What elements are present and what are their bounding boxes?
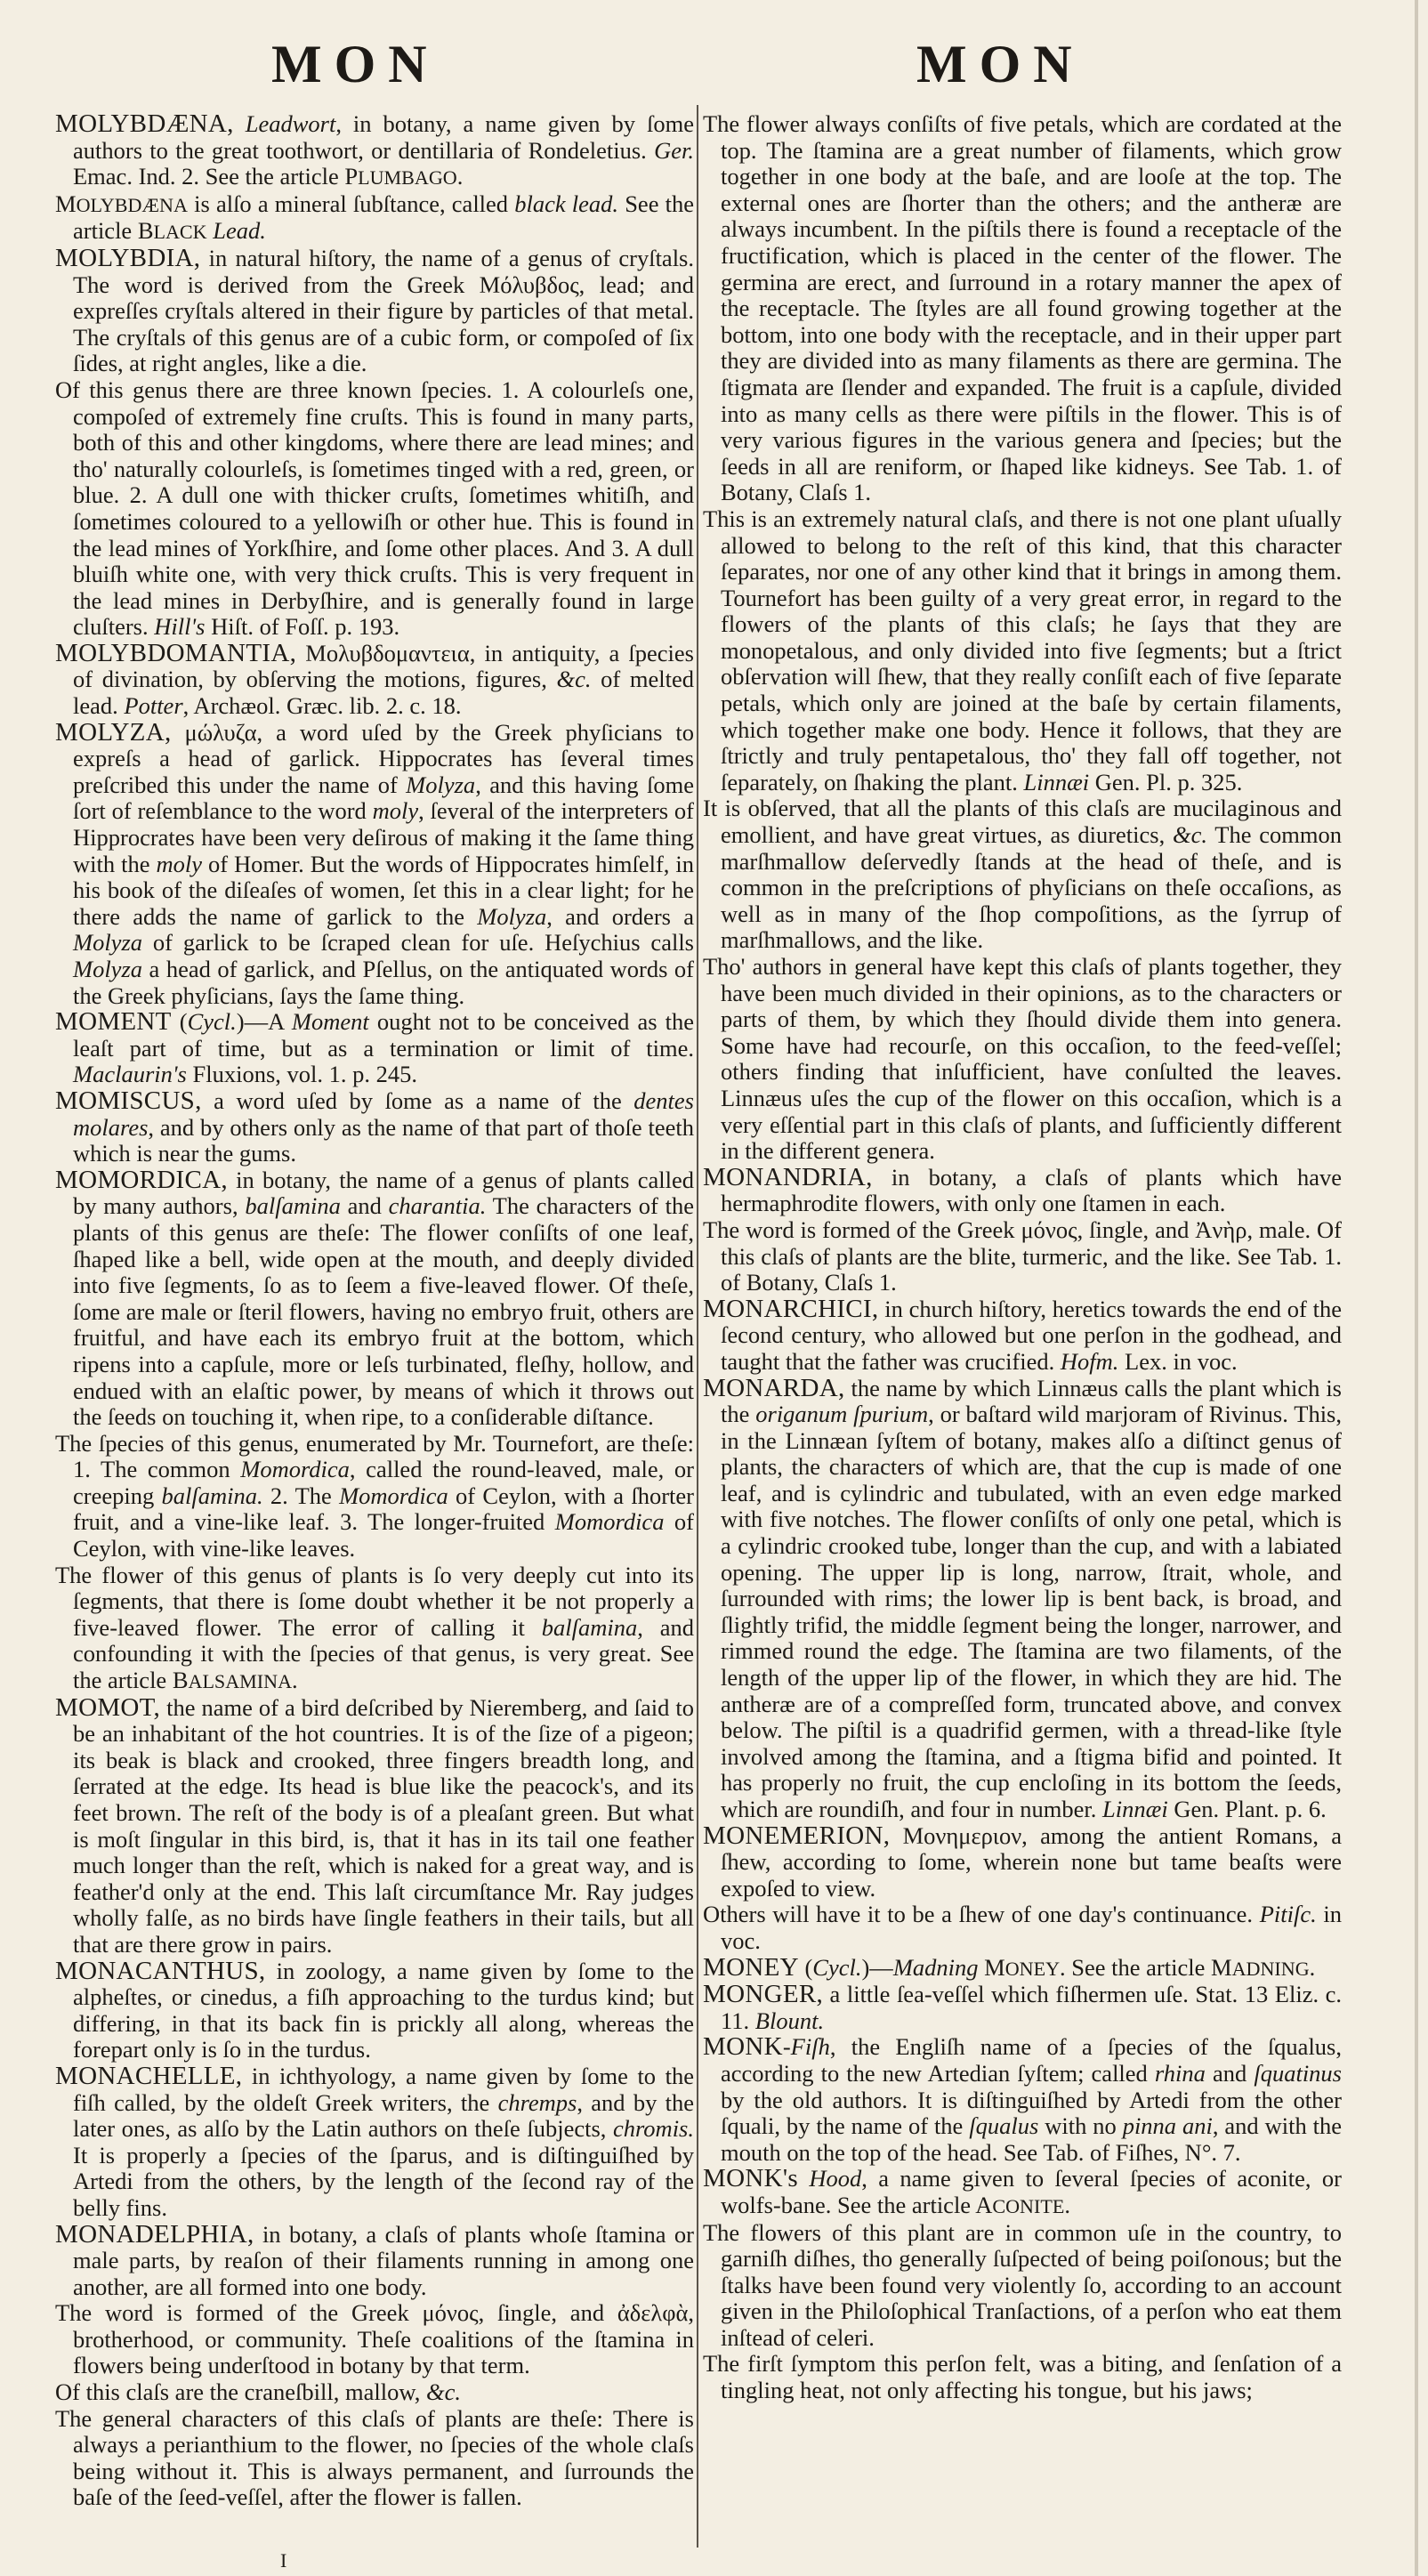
entry-paragraph: MONK-Fiſh, the Engliſh name of a ſpecies of the ſqualus, according to the new Artedian ſyſtem; called rhina and ſquatinus by the old authors. It is diſtinguiſhed by Artedi from the other ſquali, by the name of the ſqualus with no pinna ani, and with the mouth on the top of the head. See Tab. of Fiſhes, N°. 7. bbox=[703, 2032, 1342, 2166]
entry-paragraph: The general characters of this claſs of plants are theſe: There is always a perianthium to the flower, no ſpecies of the whole claſs being without it. This is always permanent, and ſurrounds the baſe of the ſeed-veſſel, after the flower is fallen. bbox=[55, 2404, 694, 2511]
column-divider bbox=[697, 105, 698, 2548]
entry-paragraph: The firſt ſymptom this perſon felt, was a biting, and ſenſation of a tingling heat, not only affecting his tongue, but his jaws; bbox=[703, 2350, 1342, 2404]
entry-paragraph: Of this genus there are three known ſpecies. 1. A colourleſs one, compoſed of extremely fine cruſts. This is found in many parts, both of this and other kingdoms, where there are lead mines; and tho' naturally colourleſs, is ſometimes tinged with a red, green, or blue. 2. A dull one with thicker cruſts, ſometimes whitiſh, and ſometimes coloured to a yellowiſh or other hue. This is found in the lead mines of Yorkſhire, and ſome other places. And 3. A dull bluiſh white one, with very thick cruſts. This is very frequent in the lead mines in Derbyſhire, and is generally found in large cluſters. Hill's Hiſt. of Foſſ. p. 193. bbox=[55, 375, 694, 641]
entry-paragraph: MONACHELLE, in ichthyology, a name given by ſome to the fiſh called, by the oldeſt Greek writers, the chremps, and by the later ones, as alſo by the Latin authors on theſe ſubjects, chromis. It is properly a ſpecies of the ſparus, and is diſtinguiſhed by Artedi from the others, by the length of the ſecond ray of the belly fins. bbox=[55, 2061, 695, 2221]
running-head-right: MON bbox=[916, 35, 1085, 93]
entry-paragraph: MONACANTHUS, in zoology, a name given by ſome to the alpheſtes, or cinedus, a fiſh approaching to the turdus kind; but differing, in that its back fin is prickly all along, whereas the forepart only is ſo in the turdus. bbox=[55, 1956, 694, 2063]
entry-paragraph: The flower of this genus of plants is ſo very deeply cut into its ſegments, that there is ſome doubt whether it be not properly a five-leaved flower. The error of calling it balſamina, and confounding it with the ſpecies of that genus, is very great. See the article BALSAMINA. bbox=[55, 1561, 694, 1694]
entry-paragraph: MOMISCUS, a word uſed by ſome as a name of the dentes molares, and by others only as the name of that part of thoſe teeth which is near the gums. bbox=[55, 1086, 694, 1167]
entry-paragraph: Tho' authors in general have kept this claſs of plants together, they have been much divided in their opinions, as to the characters or parts of them, by which they ſhould divide them into genera. Some have had recourſe, on this occaſion, to the feed-veſſel; others finding that inſufficient, have conſulted the leaves. Linnæus uſes the cup of the flower on this occaſion, which is a very eſſential part in this claſs of plants, and ſufficiently different in the different genera. bbox=[703, 953, 1342, 1165]
entry-paragraph: MOMENT (Cycl.)—A Moment ought not to be conceived as the leaſt part of time, but as a termination or limit of time. Maclaurin's Fluxions, vol. 1. p. 245. bbox=[55, 1007, 695, 1088]
entry-paragraph: MONANDRIA, in botany, a claſs of plants which have hermaphrodite flowers, with only one ſtamen in each. bbox=[703, 1162, 1342, 1217]
entry-paragraph: MONARDA, the name by which Linnæus calls the plant which is the origanum ſpurium, or baſtard wild marjoram of Rivinus. This, in the Linnæan ſyſtem of botany, makes alſo a diſtinct genus of plants, the characters of which are, that the cup is made of one leaf, and is cylindric and tubulated, with an even edge marked with five notches. The flower conſiſts of only one petal, which is a cylindric crooked tube, longer than the cup, and with a labiated opening. The upper lip is long, narrow, ſtrait, whole, and ſurrounded with rims; the lower lip is bent back, is broad, and ſlightly trifid, the middle ſegment being the longer, narrower, and rimmed round the edge. The ſtamina are two filaments, of the length of the upper lip of the flower, in which they are hid. The antheræ are of a compreſſed form, truncated above, and convex below. The piſtil is a quadrifid germen, with a thread-like ſtyle involved among the ſtamina, and a ſtigma bifid and pointed. It has properly no fruit, the cup encloſing in its bottom the ſeeds, which are roundiſh, and four in number. Linnæi Gen. Plant. p. 6. bbox=[703, 1373, 1342, 1822]
entry-paragraph: The word is formed of the Greek μόνος, ſingle, and Ἀνὴρ, male. Of this claſs of plants are the blite, turmeric, and the like. See Tab. 1. of Botany, Claſs 1. bbox=[703, 1215, 1342, 1296]
entry-paragraph: MONARCHICI, in church hiſtory, heretics towards the end of the ſecond century, who allowed but one perſon in the godhead, and taught that the father was crucified. Hofm. Lex. in voc. bbox=[703, 1294, 1342, 1375]
entry-paragraph: The ſpecies of this genus, enumerated by Mr. Tournefort, are theſe: 1. The common Momordica, called the round-leaved, male, or creeping balſamina. 2. The Momordica of Ceylon, with a ſhorter fruit, and a vine-like leaf. 3. The longer-fruited Momordica of Ceylon, with vine-like leaves. bbox=[55, 1429, 694, 1563]
entry-paragraph: MOMORDICA, in botany, the name of a genus of plants called by many authors, balſamina and charantia. The characters of the plants of this genus are theſe: The flower conſiſts of one leaf, ſhaped like a bell, wide open at the mouth, and deeply divided into five ſegments, ſo as to ſeem a five-leaved flower. Of theſe, ſome are male or ſteril flowers, having no embryo fruit, others are fruitful, and have each its embryo fruit at the bottom, which ripens into a capſule, more or leſs turbinated, fleſhy, hollow, and endued with an elaſtic power, by means of which it throws out the ſeeds on touching it, when ripe, to a conſiderable diſtance. bbox=[55, 1165, 695, 1431]
entry-paragraph: MOLYBDIA, in natural hiſtory, the name of a genus of cryſtals. The word is derived from the Greek Μόλυβδος, lead; and expreſſes cryſtals altered in their figure by particles of that metal. The cryſtals of this genus are of a cubic form, or compoſed of ſix ſides, at right angles, like a die. bbox=[55, 243, 694, 377]
signature-mark: I bbox=[280, 2549, 287, 2572]
entry-paragraph: MOLYBDOMANTIA, Μολυβδομαντεια, in antiquity, a ſpecies of divination, by obſerving the motions, figures, &c. of melted lead. Potter, Archæol. Græc. lib. 2. c. 18. bbox=[55, 638, 694, 720]
page-edge bbox=[1415, 0, 1418, 2576]
entry-paragraph: Others will have it to be a ſhew of one day's continuance. Pitiſc. in voc. bbox=[703, 1901, 1342, 1954]
entry-paragraph: MONK's Hood, a name given to ſeveral ſpecies of aconite, or wolfs-bane. See the article ACONITE. bbox=[703, 2164, 1342, 2218]
entry-paragraph: MONEY (Cycl.)—Madning MONEY. See the article MADNING. bbox=[703, 1952, 1316, 1982]
entry-paragraph: MOLYZA, μώλυζα, a word uſed by the Greek phyſicians to expreſs a head of garlick. Hippocrates has ſeveral times preſcribed this under the name of Molyza, and this having ſome ſort of reſemblance to the word moly, ſeveral of the interpreters of Hipprocrates have been very deſirous of making it the ſame thing with the moly of Homer. But the words of Hippocrates himſelf, in his book of the diſeaſes of women, ſet this in a clear light; for he there adds the name of garlick to the Molyza, and orders a Molyza of garlick to be ſcraped clean for uſe. Heſychius calls Molyza a head of garlick, and Pſellus, on the antiquated words of the Greek phyſicians, ſays the ſame thing. bbox=[55, 717, 695, 1009]
entry-paragraph: This is an extremely natural claſs, and there is not one plant uſually allowed to belong to the reſt of this kind, that this character ſeparates, nor one of any other kind that it brings in among them. Tournefort has been guilty of a very great error, in regard to the flowers of the plants of this claſs; he ſays that they are monopetalous, and only divided into five ſegments; but a ſtrict obſervation will ſhew, that they really conſiſt each of five ſeparate petals, which only are joined at the baſe by certain filaments, which together make one body. Hence it follows, that they are ſtrictly and truly pentapetalous, tho' they fall off together, not ſeparately, on ſhaking the plant. Linnæi Gen. Pl. p. 325. bbox=[703, 505, 1342, 795]
entry-paragraph: The word is formed of the Greek μόνος, ſingle, and ἀδελφὰ, brotherhood, or community. Theſe coalitions of the ſtamina in flowers being underſtood in botany by that term. bbox=[55, 2299, 694, 2379]
entry-paragraph: MONGER, a little ſea-veſſel which fiſhermen uſe. Stat. 13 Eliz. c. 11. Blount. bbox=[703, 1980, 1342, 2034]
entry-paragraph: The flower always conſiſts of five petals, which are cordated at the top. The ſtamina are a great number of filaments, which grow together in one body at the baſe, and are looſe at the top. The external ones are ſhorter than the others; and the antheræ are always incumbent. In the piſtils there is found a receptacle of the fructification, which is placed in the center of the flower. The germina are erect, and ſurround in a rotary manner the apex of the receptacle. The ſtyles are all found growing together at the bottom, into one body with the receptacle, and in their upper part they are divided into as many filaments as there are germina. The ſtigmata are ſlender and expanded. The fruit is a capſule, divided into as many cells as there were piſtils in the flower. This is of very various figures in the various genera and ſpecies; but the ſeeds in all are reniform, or ſhaped like kidneys. See Tab. 1. of Botany, Claſs 1. bbox=[703, 110, 1342, 506]
entry-paragraph: Of this claſs are the craneſbill, mallow, &c. bbox=[55, 2378, 461, 2406]
entry-paragraph: The flowers of this plant are in common uſe in the country, to garniſh diſhes, tho generally ſuſpected of being poiſonous; but the ſtalks have been found very violently ſo, according to an account given in the Philoſophical Tranſactions, of a perſon who eat them inſtead of celeri. bbox=[703, 2218, 1342, 2351]
entry-paragraph: MOMOT, the name of a bird deſcribed by Nieremberg, and ſaid to be an inhabitant of the hot countries. It is of the ſize of a pigeon; its beak is black and crooked, three fingers breadth long, and ſerrated at the edge. Its head is blue like the peacock's, and its feet brown. The reſt of the body is of a pleaſant green. But what is moſt ſingular in this bird, is, that it has in its tail one feather much longer than the reſt, which is naked for a great way, and is feather'd only at the end. This laſt circumſtance Mr. Ray judges wholly falſe, as no birds have ſingle feathers in their tails, but all that are there grow in pairs. bbox=[55, 1692, 694, 1958]
right-column bbox=[703, 111, 1342, 2404]
entry-paragraph: MONADELPHIA, in botany, a claſs of plants whoſe ſtamina or male parts, by reaſon of their filaments running in among one another, are all formed into one body. bbox=[55, 2219, 694, 2300]
entry-paragraph: MONEMERION, Μονημεριον, among the antient Romans, a ſhew, according to ſome, wherein none but tame beaſts were expoſed to view. bbox=[703, 1821, 1342, 1902]
entry-paragraph: It is obſerved, that all the plants of this claſs are mucilaginous and emollient, and have great virtues, as diuretics, &c. The common marſhmallow deſervedly ſtands at the head of theſe, and is common in the preſcriptions of phyſicians on theſe occaſions, as well as in many of the ſhop compoſitions, as the ſyrrup of marſhmallows, and the like. bbox=[703, 795, 1342, 954]
running-head-left: MON bbox=[271, 35, 440, 93]
entry-paragraph: MOLYBDÆNA, Leadwort, in botany, a name given by ſome authors to the great toothwort, or dentillaria of Rondeletius. Ger. Emac. Ind. 2. See the article PLUMBAGO. bbox=[55, 109, 695, 190]
left-column bbox=[55, 111, 694, 2511]
entry-paragraph: MOLYBDÆNA is alſo a mineral ſubſtance, called black lead. See the article BLACK Lead. bbox=[55, 190, 694, 245]
